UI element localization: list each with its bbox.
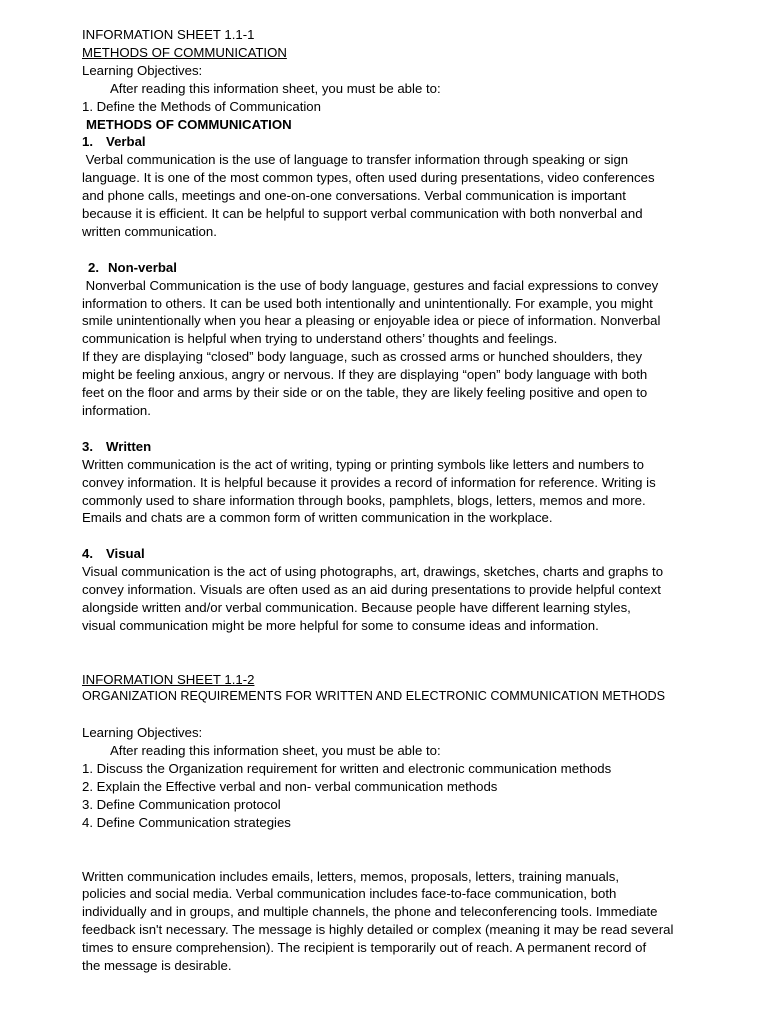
- sheet1-objectives-label: Learning Objectives:: [82, 62, 203, 78]
- sheet1-title: INFORMATION SHEET 1.1-1: [82, 27, 255, 42]
- sheet2-subtitle: ORGANIZATION REQUIREMENTS FOR WRITTEN AND ELECTRONIC COMMUNICATION METHODS: [82, 689, 666, 704]
- paragraph-line: because it is efficient. It can be helpful to support verbal communication with both nonverbal and: [82, 206, 643, 222]
- sheet2-objective-item: 4. Define Communication strategies: [82, 814, 291, 830]
- sheet1-objectives-intro: After reading this information sheet, you must be able to:: [110, 80, 441, 96]
- paragraph-line: alongside written and/or verbal communication. Because people have different learning styles,: [82, 599, 631, 615]
- paragraph-line: Visual communication is the act of using photographs, art, drawings, sketches, charts and graphs to: [82, 564, 664, 580]
- paragraph-line: feedback isn't necessary. The message is highly detailed or complex (meaning it may be read several: [82, 922, 674, 938]
- method-name: Visual: [106, 546, 145, 562]
- sheet2-title: INFORMATION SHEET 1.1-2: [82, 671, 255, 687]
- paragraph-line: visual communication might be more helpful for some to consume ideas and information.: [82, 617, 599, 633]
- method-heading-visual: [82, 545, 728, 563]
- paragraph-line: the message is desirable.: [82, 958, 232, 974]
- paragraph-line: Written communication is the act of writing, typing or printing symbols like letters and numbers to: [82, 456, 644, 472]
- paragraph-line: commonly used to share information through books, pamphlets, blogs, letters, memos and more.: [82, 492, 646, 508]
- paragraph-line: and phone calls, meetings and one-on-one conversations. Verbal communication is important: [82, 188, 626, 204]
- method-heading-written: [82, 438, 728, 456]
- paragraph-line: language. It is one of the most common types, often used during presentations, video conferences: [82, 170, 655, 186]
- method-body-verbal: [82, 151, 728, 241]
- method-name: Non-verbal: [108, 259, 177, 275]
- paragraph-line: times to ensure comprehension). The recipient is temporarily out of reach. A permanent record of: [82, 940, 647, 956]
- sheet1-section-heading: METHODS OF COMMUNICATION: [86, 116, 292, 132]
- sheet1-objective-item: 1. Define the Methods of Communication: [82, 98, 321, 114]
- sheet2-objective-item: 2. Explain the Effective verbal and non- verbal communication methods: [82, 778, 498, 794]
- paragraph-line: If they are displaying “closed” body language, such as crossed arms or hunched shoulders, they: [82, 349, 643, 365]
- sheet2-objectives-intro: After reading this information sheet, you must be able to:: [110, 743, 441, 759]
- sheet2-objective-item: 3. Define Communication protocol: [82, 796, 281, 812]
- sheet2-body: [82, 868, 728, 975]
- sheet2-objective-item: 1. Discuss the Organization requirement for written and electronic communication methods: [82, 761, 612, 777]
- paragraph-line: Verbal communication is the use of language to transfer information through speaking or sign: [82, 152, 629, 168]
- method-body-visual: [82, 563, 728, 635]
- paragraph-line: Written communication includes emails, letters, memos, proposals, letters, training manuals,: [82, 868, 619, 884]
- paragraph-line: convey information. It is helpful because it provides a record of information for reference. Writing is: [82, 474, 656, 490]
- paragraph-line: information.: [82, 403, 151, 419]
- paragraph-line: information to others. It can be used both intentionally and unintentionally. For example, you might: [82, 295, 653, 311]
- paragraph-line: Nonverbal Communication is the use of body language, gestures and facial expressions to convey: [82, 277, 659, 293]
- paragraph-line: individually and in groups, and multiple channels, the phone and teleconferencing tools. Immediate: [82, 904, 658, 920]
- paragraph-line: communication is helpful when trying to understand others’ thoughts and feelings.: [82, 331, 558, 347]
- paragraph-line: convey information. Visuals are often used as an aid during presentations to provide helpful context: [82, 582, 661, 598]
- method-heading-verbal: [82, 133, 728, 151]
- paragraph-line: Emails and chats are a common form of written communication in the workplace.: [82, 510, 553, 526]
- method-body-written: [82, 456, 728, 528]
- sheet1-subtitle: METHODS OF COMMUNICATION: [82, 44, 287, 60]
- sheet2-objectives-label: Learning Objectives:: [82, 725, 203, 741]
- method-number: 1.: [82, 134, 93, 150]
- method-number: 3.: [82, 438, 93, 454]
- method-name: Written: [106, 438, 152, 454]
- method-name: Verbal: [106, 134, 146, 150]
- paragraph-line: smile unintentionally when you hear a pleasing or enjoyable idea or piece of information. Nonverbal: [82, 313, 661, 329]
- paragraph-line: policies and social media. Verbal communication includes face-to-face communication, both: [82, 886, 617, 902]
- paragraph-line: might be feeling anxious, angry or nervous. If they are displaying “open” body language with both: [82, 367, 648, 383]
- paragraph-line: written communication.: [82, 223, 217, 239]
- method-number: 4.: [82, 546, 93, 562]
- method-heading-nonverbal: [82, 259, 728, 277]
- paragraph-line: feet on the floor and arms by their side or on the table, they are likely feeling positive and open to: [82, 385, 648, 401]
- method-number: 2.: [88, 259, 99, 275]
- method-body-nonverbal: [82, 277, 728, 420]
